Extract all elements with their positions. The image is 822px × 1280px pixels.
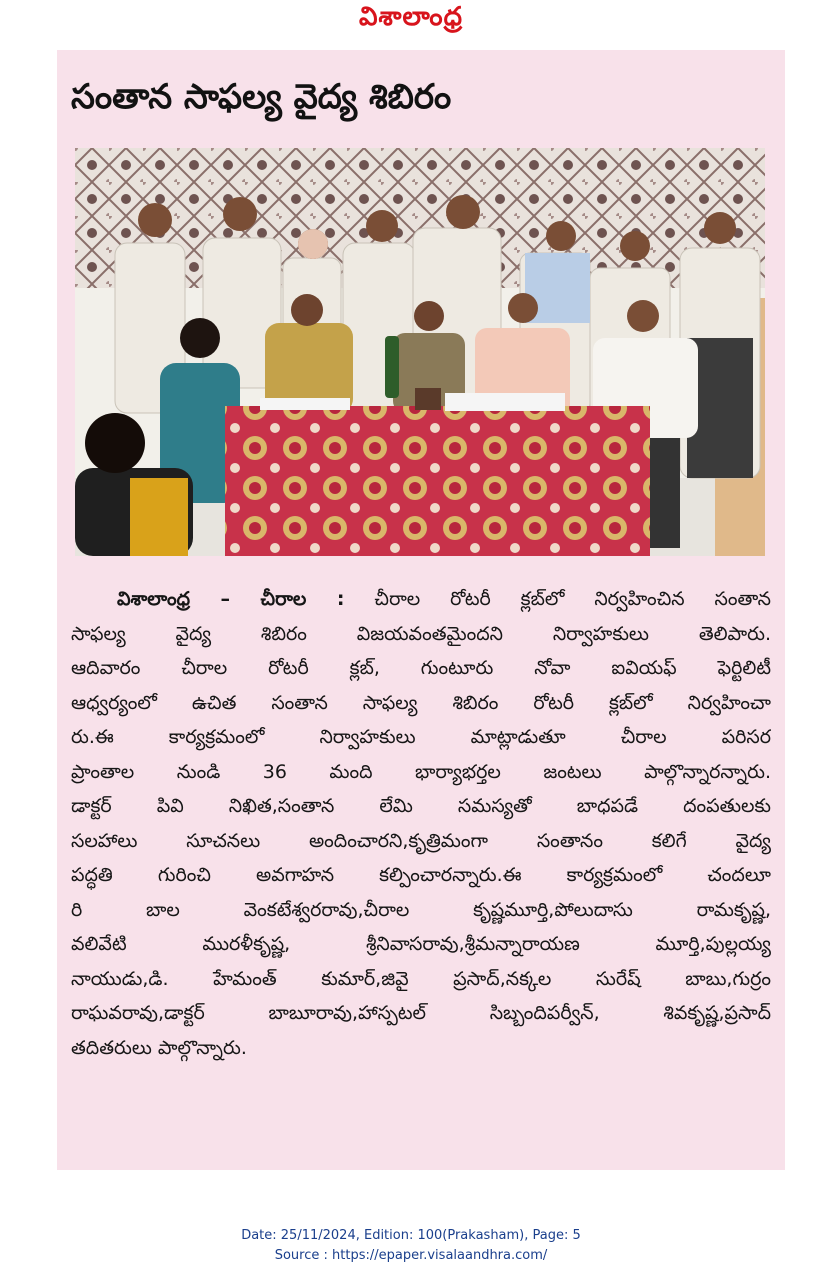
article-line: నాయుడు,డి. హేమంత్ కుమార్,జివై ప్రసాద్,నక్కల సురేష్ బాబు,గుర్రం — [71, 967, 771, 990]
article-line: తదితరులు పాల్గొన్నారు. — [71, 1036, 247, 1059]
article-dateline: విశాలాంధ్ర – చీరాల : — [117, 588, 345, 610]
article-photo — [75, 148, 765, 556]
article-line: రాఘవరావు,డాక్టర్ బాబూరావు,హాస్పటల్ సిబ్బందిపర్వీన్, శివకృష్ణ,ప్రసాద్ — [71, 1002, 771, 1024]
article-line: సాఫల్య వైద్య శిబిరం విజయవంతమైందని నిర్వాహకులు తెలిపారు. — [71, 622, 771, 645]
article-line: సలహాలు సూచనలు అందించారని,కృత్రిమంగా సంతానం కలిగే వైద్య — [71, 829, 771, 852]
article-headline: సంతాన సాఫల్య వైద్య శిబిరం — [71, 77, 452, 117]
article-body — [71, 582, 771, 1065]
article-line: పద్ధతి గురించి అవగాహన కల్పించారన్నారు.ఈ కార్యక్రమంలో చందలూ — [71, 864, 771, 886]
group-photo-icon — [75, 148, 765, 556]
masthead — [0, 0, 822, 40]
masthead-logo: విశాలాంధ్ర — [359, 2, 463, 32]
article-line: విశాలాంధ్ర – చీరాల : చీరాల రోటరీ క్లబ్‌లో నిర్వహించిన సంతాన — [117, 588, 771, 610]
article-line: వలివేటి మురళీకృష్ణ, శ్రీనివాసరావు,శ్రీమన్నారాయణ మూర్తి,పుల్లయ్య — [71, 933, 771, 955]
article-line: ఆదివారం చీరాల రోటరీ క్లబ్, గుంటూరు నోవా ఐవియఫ్ ఫెర్టిలిటీ — [71, 657, 771, 679]
edition-info: Date: 25/11/2024, Edition: 100(Prakasham), Page: 5 — [241, 1228, 581, 1243]
article-line: ఆధ్వర్యంలో ఉచిత సంతాన సాఫల్య శిబిరం రోటరీ క్లబ్‌లో నిర్వహించా — [71, 691, 771, 714]
article-line: ప్రాంతాల నుండి 36 మంది భార్యాభర్తల జంటలు పాల్గొన్నారన్నారు. — [71, 760, 771, 783]
epaper-footer — [0, 1226, 822, 1266]
article-line: రి బాల వెంకటేశ్వరరావు,చీరాల కృష్ణమూర్తి,పోలుదాసు రామకృష్ణ, — [71, 898, 771, 921]
article-line: డాక్టర్ పివి నిఖిత,సంతాన లేమి సమస్యతో బాధపడే దంపతులకు — [71, 795, 771, 817]
source-link[interactable]: Source : https://epaper.visalaandhra.com/ — [274, 1248, 548, 1263]
news-clipping — [57, 50, 785, 1170]
article-line: రు.ఈ కార్యక్రమంలో నిర్వాహకులు మాట్లాడుతూ చీరాల పరిసర — [71, 726, 771, 748]
